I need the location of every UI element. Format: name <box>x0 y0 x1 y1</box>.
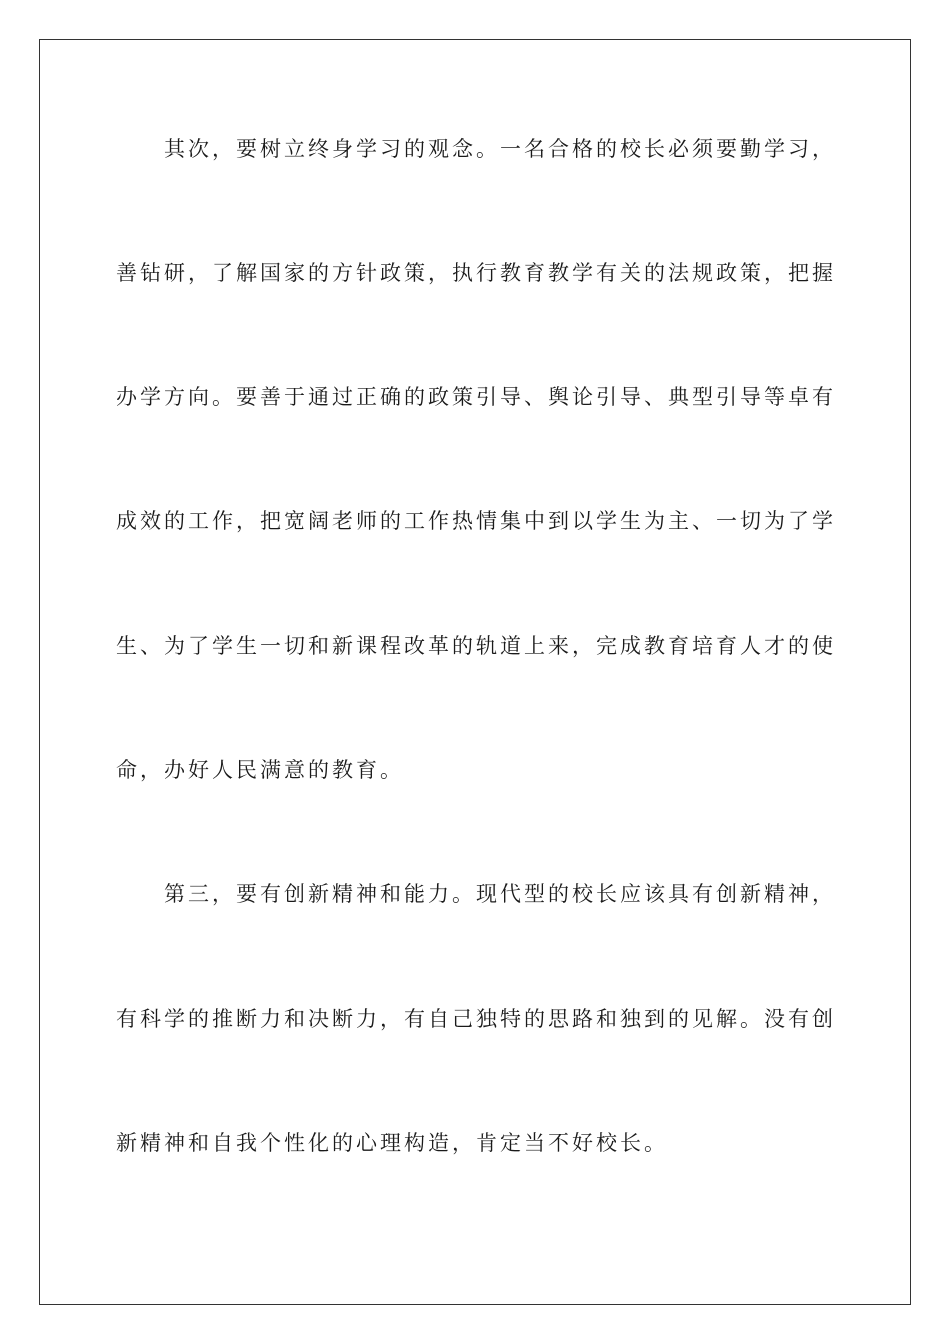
paragraph-line: 命，办好人民满意的教育。 <box>116 758 404 782</box>
page-border <box>39 39 911 1305</box>
paragraph-line: 其次，要树立终身学习的观念。一名合格的校长必须要勤学习， <box>164 137 836 161</box>
paragraph-line: 善钻研，了解国家的方针政策，执行教育教学有关的法规政策，把握 <box>116 261 836 285</box>
paragraph-line: 办学方向。要善于通过正确的政策引导、舆论引导、典型引导等卓有 <box>116 385 836 409</box>
paragraph-line: 成效的工作，把宽阔老师的工作热情集中到以学生为主、一切为了学 <box>116 509 836 533</box>
paragraph-line: 生、为了学生一切和新课程改革的轨道上来，完成教育培育人才的使 <box>116 634 836 658</box>
paragraph-line: 第三，要有创新精神和能力。现代型的校长应该具有创新精神， <box>164 882 836 906</box>
paragraph-line: 有科学的推断力和决断力，有自己独特的思路和独到的见解。没有创 <box>116 1007 836 1031</box>
paragraph-line: 新精神和自我个性化的心理构造，肯定当不好校长。 <box>116 1131 668 1155</box>
